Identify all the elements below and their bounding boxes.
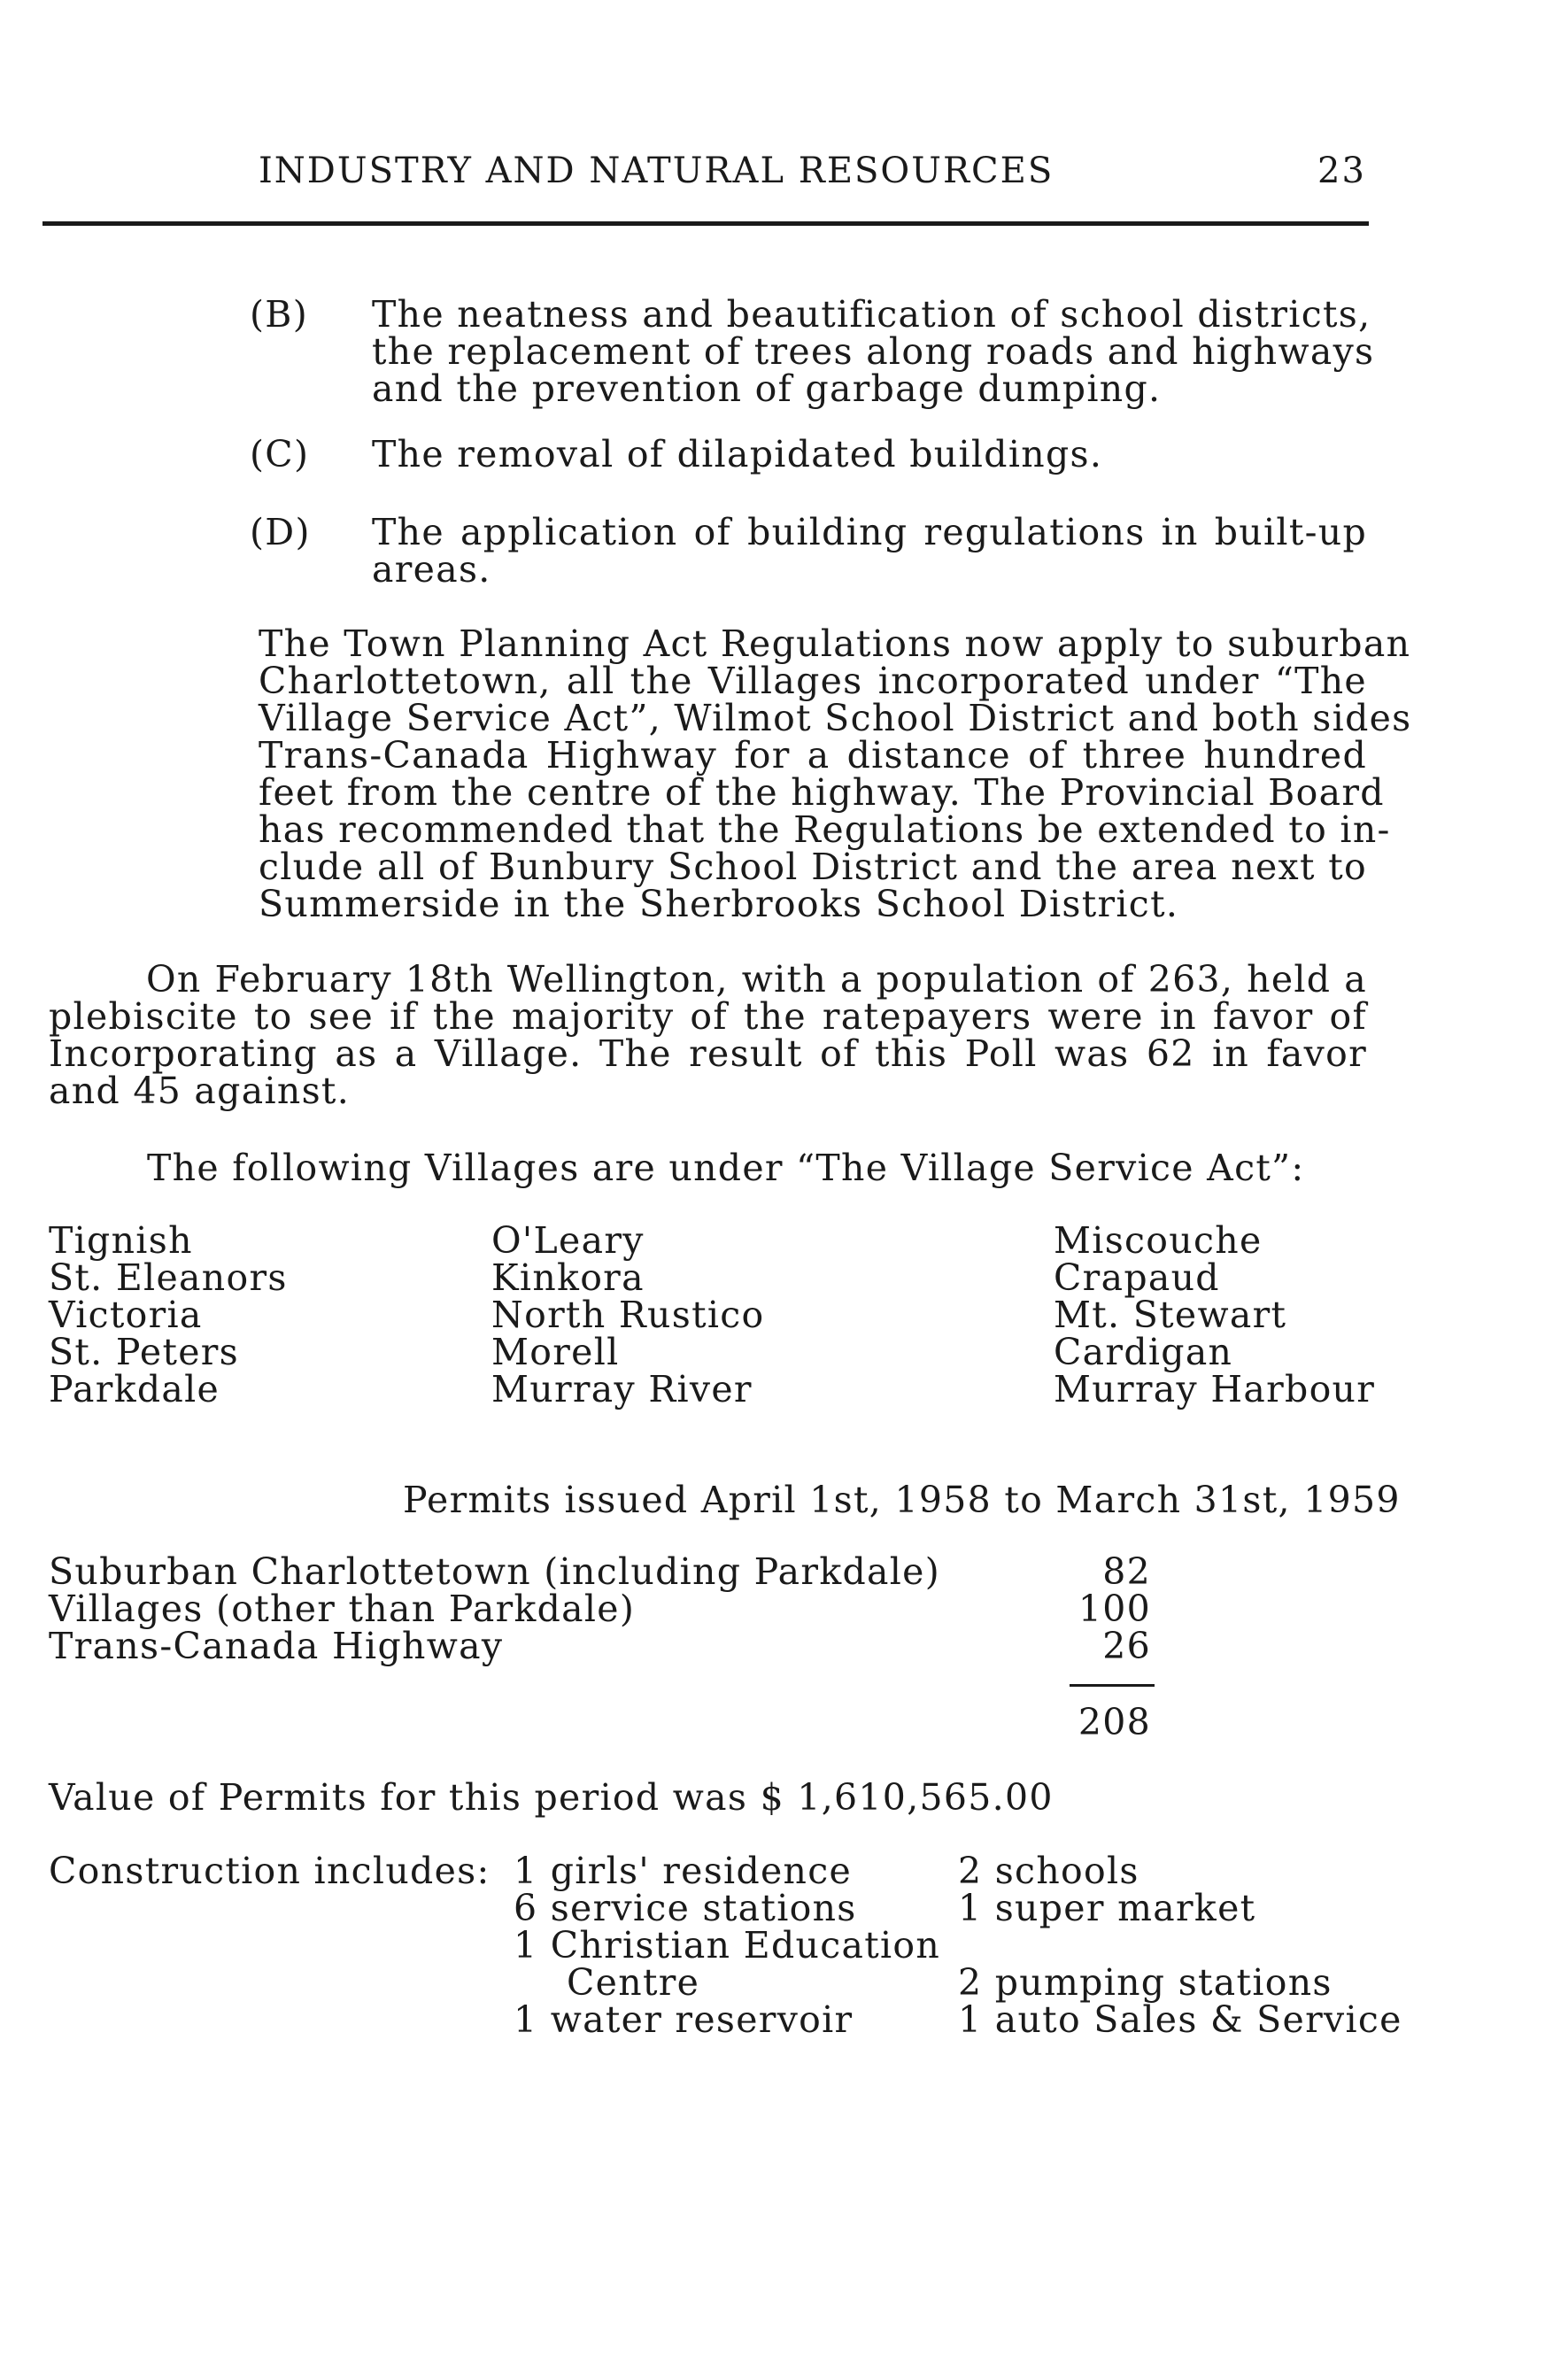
list-item: Morell (491, 1331, 620, 1373)
list-item: 1 Christian Education (514, 1924, 941, 1967)
list-item: Murray Harbour (1054, 1368, 1376, 1410)
list-item: 2 schools (958, 1850, 1139, 1892)
list-item: North Rustico (491, 1294, 765, 1336)
list-item-c-text: The removal of dilapidated buildings. (372, 433, 1103, 475)
total-rule (1070, 1684, 1155, 1687)
list-item: Kinkora (491, 1256, 645, 1299)
permits-row-label: Trans-Canada Highway (49, 1625, 504, 1667)
list-item-d-text: The application of building regulations in built-up areas. (372, 511, 1367, 591)
list-item: 6 service stations (514, 1887, 857, 1929)
construction-column-1 (514, 1850, 941, 2041)
permits-value-text: Value of Permits for this period was $ 1,610,565.00 (49, 1776, 1054, 1819)
list-item: Murray River (491, 1368, 753, 1410)
construction-label: Construction includes: (49, 1850, 491, 1892)
permits-row-label: Villages (other than Parkdale) (49, 1588, 636, 1630)
page-number: 23 (1317, 151, 1366, 191)
permits-total: 208 (1078, 1701, 1151, 1743)
permits-heading: Permits issued April 1st, 1958 to March 31st, 1959 (403, 1479, 1401, 1521)
permits-row-value: 26 (1102, 1625, 1151, 1667)
villages-intro: The following Villages are under “The Village Service Act”: (147, 1147, 1305, 1189)
permits-row-label: Suburban Charlottetown (including Parkdale) (49, 1550, 941, 1593)
list-item: Cardigan (1054, 1331, 1233, 1373)
list-item-b-label: (B) (250, 293, 309, 336)
town-planning-paragraph: The Town Planning Act Regulations now apply to suburban Charlottetown, all the Villages incorporated under “The Village Service Act”, Wilmot School District and both sides Trans-Canada Highway for a distance of three hundred feet from the centre of the highway. The Provincial Board has recommended that the Regulations be extended to in- clude all of Bunbury School District and the area next to Summerside in the Sherbrooks School District. (259, 622, 1412, 925)
list-item: O'Leary (491, 1219, 645, 1262)
list-item: 1 water reservoir (514, 1998, 854, 2041)
list-item: 2 pumping stations (958, 1961, 1333, 2004)
permits-row-value: 100 (1078, 1588, 1151, 1630)
list-item: Miscouche (1054, 1219, 1263, 1262)
list-item: St. Eleanors (49, 1256, 288, 1299)
list-item: 1 auto Sales & Service (958, 1998, 1402, 2041)
list-item: Mt. Stewart (1054, 1294, 1287, 1336)
list-item: Tignish (49, 1219, 193, 1262)
running-header-title: INDUSTRY AND NATURAL RESOURCES (259, 151, 1054, 191)
list-item: Parkdale (49, 1368, 220, 1410)
list-item-c-label: (C) (250, 433, 310, 475)
list-item: Victoria (49, 1294, 203, 1336)
list-item-d-label: (D) (250, 511, 311, 553)
villages-column-1 (49, 1219, 288, 1410)
plebiscite-paragraph: On February 18th Wellington, with a population of 263, held a plebiscite to see if the majority of the ratepayers were in favor of Incorporating as a Village. The result of this Poll was 62 in favor and 45 against. (49, 958, 1367, 1112)
list-item: St. Peters (49, 1331, 240, 1373)
list-item-b-text: The neatness and beautification of school districts, the replacement of trees along roads and highways and the prevention of garbage dumping. (372, 293, 1375, 410)
list-item: 1 girls' residence (514, 1850, 853, 1892)
construction-column-2 (958, 1850, 1402, 2041)
permits-row-value: 82 (1102, 1550, 1151, 1593)
list-item: 1 super market (958, 1887, 1256, 1929)
list-item (958, 1927, 1402, 1964)
header-rule (42, 221, 1369, 226)
villages-column-3 (1054, 1219, 1376, 1410)
villages-column-2 (491, 1219, 765, 1410)
list-item: Centre (567, 1961, 700, 2004)
list-item: Crapaud (1054, 1256, 1220, 1299)
